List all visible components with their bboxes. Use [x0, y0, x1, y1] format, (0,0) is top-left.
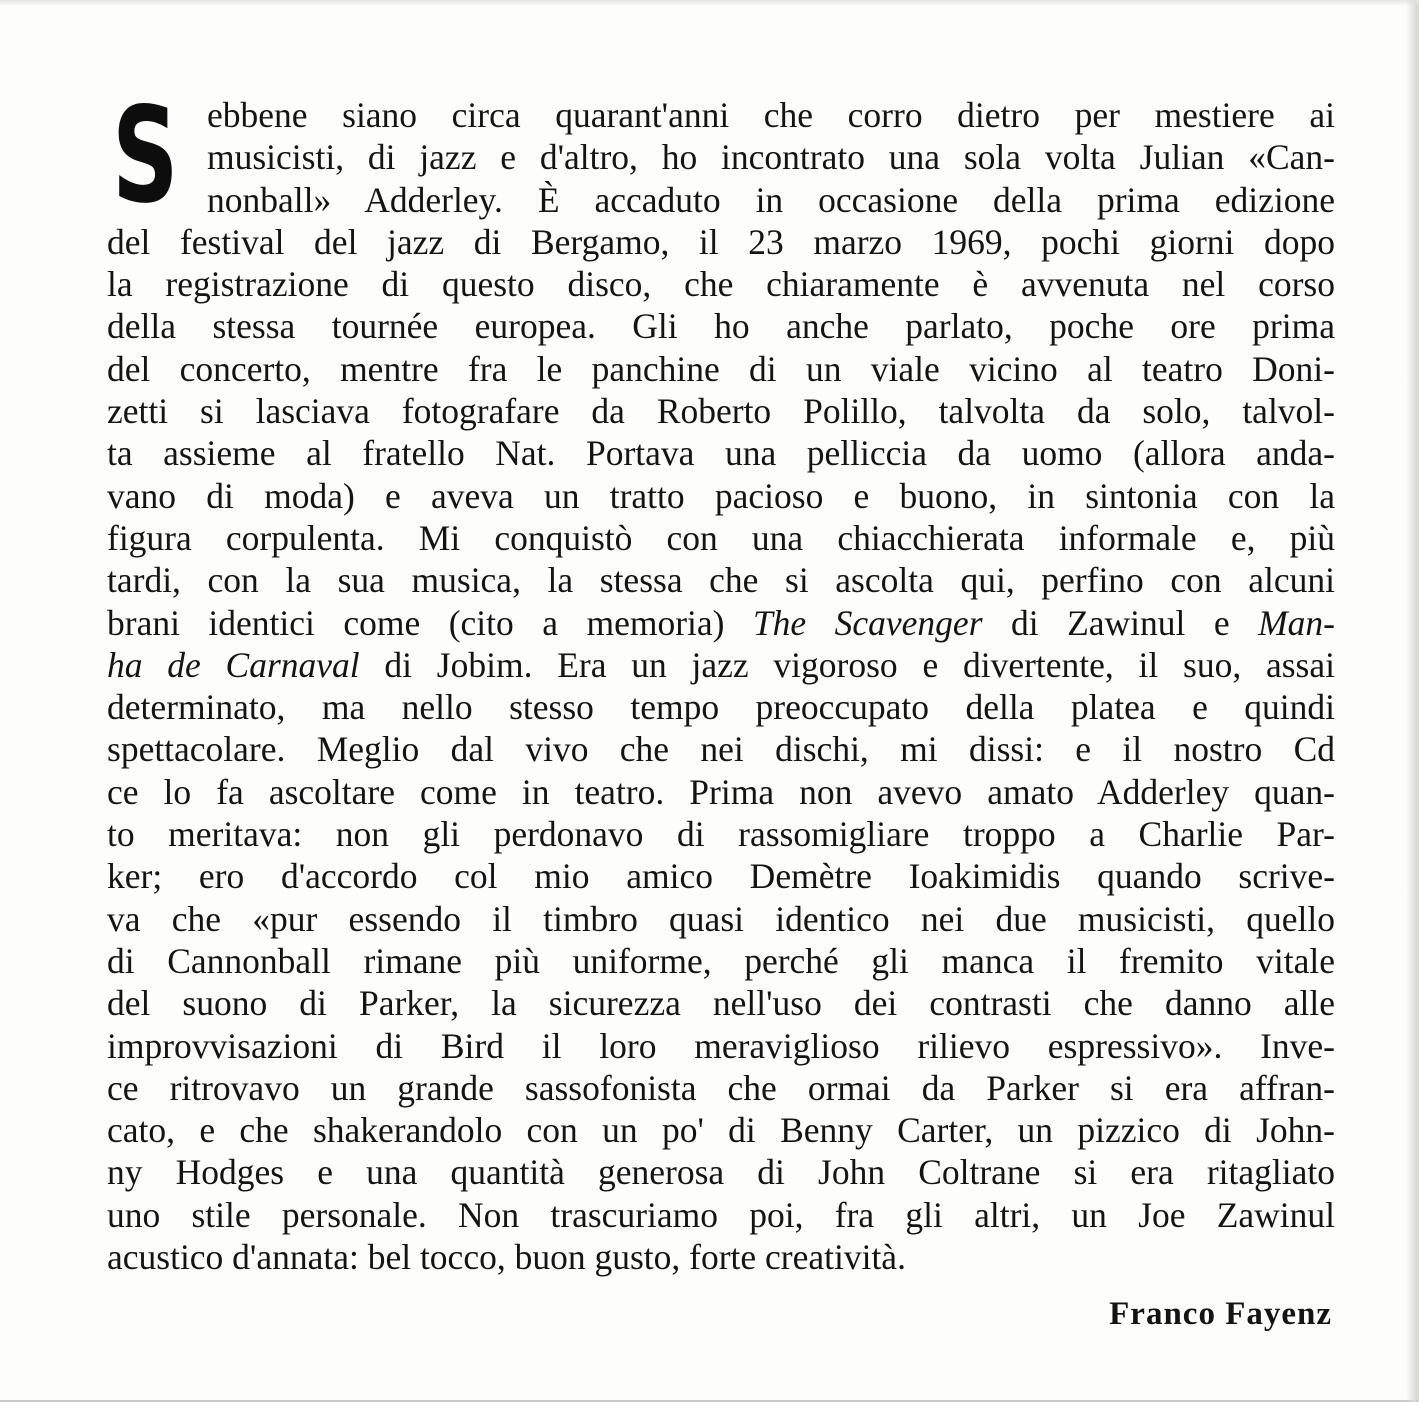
text-line-5: la registrazione di questo disco, che chiaramente è avvenuta nel corso: [107, 264, 1335, 305]
author-signature: Franco Fayenz: [1109, 1296, 1332, 1332]
text-line-4: del festival del jazz di Bergamo, il 23 marzo 1969, pochi giorni dopo: [107, 221, 1335, 262]
text-line-9: ta assieme al fratello Nat. Portava una pelliccia da uomo (allora anda-: [107, 433, 1335, 474]
text-line-17: ce lo fa ascoltare come in teatro. Prima non avevo amato Adderley quan-: [107, 771, 1335, 812]
drop-cap-letter: S: [112, 79, 179, 233]
track-title-manha-part1: Man-: [1258, 602, 1335, 643]
text-line-26: ny Hodges e una quantità generosa di John Coltrane si era ritagliato: [107, 1152, 1335, 1193]
text-line-2: musicisti, di jazz e d'altro, ho incontrato una sola volta Julian «Can-: [207, 137, 1335, 178]
text-line-10: vano di moda) e aveva un tratto pacioso e buono, in sintonia con la: [107, 475, 1335, 516]
text-line-20: va che «pur essendo il timbro quasi identico nei due musicisti, quello: [107, 898, 1335, 939]
text-line-28: acustico d'annata: bel tocco, buon gusto, forte creatività.: [107, 1237, 906, 1278]
text-run: di Jobim. Era un jazz vigoroso e divertente, il suo, assai: [359, 644, 1335, 685]
text-run: di Zawinul e: [982, 602, 1259, 643]
text-line-7: del concerto, mentre fra le panchine di un viale vicino al teatro Doni-: [107, 348, 1335, 389]
page-right-edge: [1406, 0, 1416, 1402]
text-line-11: figura corpulenta. Mi conquistò con una chiacchierata informale e, più: [107, 517, 1335, 558]
track-title-scavenger: The Scavenger: [752, 602, 983, 643]
text-line-3: nonball» Adderley. È accaduto in occasione della prima edizione: [207, 179, 1335, 220]
text-line-15: determinato, ma nello stesso tempo preoccupato della platea e quindi: [107, 687, 1335, 728]
text-line-13: [107, 602, 1335, 644]
text-line-6: della stessa tournée europea. Gli ho anche parlato, poche ore prima: [107, 306, 1335, 347]
text-line-8: zetti si lasciava fotografare da Roberto Polillo, talvolta da solo, talvol-: [107, 391, 1335, 432]
text-line-1: ebbene siano circa quarant'anni che corro dietro per mestiere ai: [207, 95, 1335, 135]
text-line-27: uno stile personale. Non trascuriamo poi, fra gli altri, un Joe Zawinul: [107, 1194, 1335, 1235]
text-run: brani identici come (cito a memoria): [107, 602, 753, 643]
track-title-manha-part2: ha de Carnaval: [107, 644, 360, 685]
text-line-16: spettacolare. Meglio dal vivo che nei dischi, mi dissi: e il nostro Cd: [107, 729, 1335, 770]
article-body: [107, 79, 1335, 1278]
text-line-12: tardi, con la sua musica, la stessa che si ascolta qui, perfino con alcuni: [107, 560, 1335, 601]
text-line-25: cato, e che shakerandolo con un po' di Benny Carter, un pizzico di John-: [107, 1110, 1335, 1151]
text-line-24: ce ritrovavo un grande sassofonista che ormai da Parker si era affran-: [107, 1067, 1335, 1108]
text-line-14: [107, 644, 1335, 686]
text-line-22: del suono di Parker, la sicurezza nell'uso dei contrasti che danno alle: [107, 983, 1335, 1024]
text-line-19: ker; ero d'accordo col mio amico Demètre Ioakimidis quando scrive-: [107, 856, 1335, 897]
text-line-18: to meritava: non gli perdonavo di rassomigliare troppo a Charlie Par-: [107, 814, 1335, 855]
text-line-23: improvvisazioni di Bird il loro meraviglioso rilievo espressivo». Inve-: [107, 1025, 1335, 1066]
text-line-21: di Cannonball rimane più uniforme, perché gli manca il fremito vitale: [107, 940, 1335, 981]
page-top-edge: [0, 0, 1419, 6]
